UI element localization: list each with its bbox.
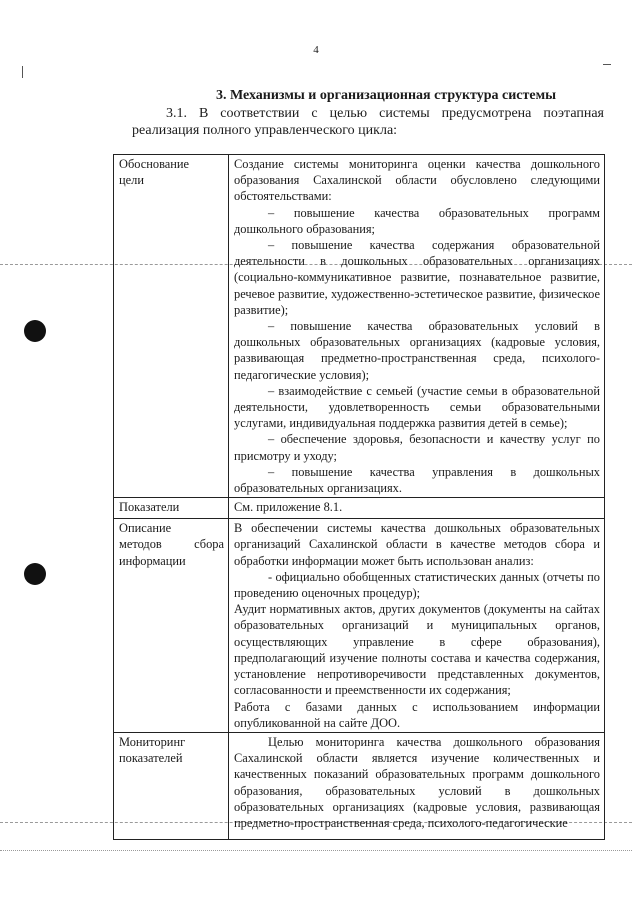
- cell-paragraph: Аудит нормативных актов, других документов (документы на сайтах образовательных организаций и муниципальных органов, осуществляющих управление в сфере образования), предполагающий изучение полноты состава и качества содержания, установление непротиворечивости представленных документов, согласованности и преемственности их содержания;: [234, 602, 600, 698]
- table-row: [114, 155, 605, 498]
- row-label: информации: [119, 553, 186, 568]
- row-label: Описание: [119, 521, 172, 536]
- cell-paragraph: Создание системы мониторинга оценки качества дошкольного образования Сахалинской области обусловлено следующими обстоятельствами:: [234, 157, 600, 204]
- cell-paragraph: См. приложение 8.1.: [234, 500, 343, 515]
- table-row: [114, 519, 605, 733]
- row-label-cell: [114, 519, 229, 733]
- row-content-cell: [229, 732, 605, 839]
- scan-artifact-mark: [603, 64, 611, 65]
- list-item: – взаимодействие с семьей (участие семьи в образовательной деятельности, удовлетворенность семьи образовательными услугами, индивидуальная поддержка развития детей в семье);: [234, 383, 600, 431]
- row-label: Показатели: [119, 500, 180, 515]
- cell-paragraph: В обеспечении системы качества дошкольных образовательных организаций Сахалинской области в качестве методов сбора и обработки информации может быть использован анализ:: [234, 521, 600, 568]
- row-label-cell: [114, 155, 229, 498]
- row-label-cell: [114, 498, 229, 519]
- cell-paragraph: Работа с базами данных с использованием информации опубликованной на сайте ДОО.: [234, 699, 600, 730]
- row-label: Мониторинг: [119, 734, 186, 749]
- row-label-cell: [114, 732, 229, 839]
- punch-hole: [24, 563, 46, 585]
- list-item: – повышение качества образовательных условий в дошкольных образовательных организациях (кадровые условия, развивающая предметно-пространственная среда, психолого-педагогические условия);: [234, 319, 600, 382]
- intro-paragraph-line: 3.1. В соответствии с целью системы предусмотрена поэтапная: [166, 106, 604, 121]
- section-title: 3. Механизмы и организационная структура системы: [216, 88, 557, 103]
- table-row: [114, 732, 605, 839]
- intro-paragraph-line: реализация полного управленческого цикла:: [132, 123, 398, 138]
- row-content-cell: [229, 498, 605, 519]
- list-item: – повышение качества управления в дошкольных образовательных организациях.: [234, 464, 600, 496]
- row-label: показателей: [119, 751, 183, 766]
- table-row: [114, 498, 605, 519]
- row-label: методов сбора: [119, 537, 224, 552]
- row-content-cell: [229, 155, 605, 498]
- scan-artifact-line: [0, 850, 632, 851]
- list-item: – повышение качества образовательных программ дошкольного образования;: [234, 205, 600, 236]
- page-number: 4: [313, 44, 319, 56]
- cell-paragraph: Целью мониторинга качества дошкольного образования Сахалинской области является изучение количественных и качественных показаний образовательных программ дошкольного образования, образовательных условий в дошкольных образовательных организациях (кадровые условия, развивающая предметно-пространственная среда, психолого-педагогические: [234, 734, 600, 830]
- punch-hole: [24, 320, 46, 342]
- list-item: – повышение качества содержания образовательной деятельности в дошкольных образовательных организациях (социально-коммуникативное развитие, познавательное развитие, речевое развитие, художественно-эстетическое развитие, физическое развитие);: [234, 238, 600, 317]
- row-content-cell: [229, 519, 605, 733]
- mechanisms-table: [113, 154, 605, 840]
- row-label: Обоснование: [119, 157, 190, 171]
- scan-artifact-mark: [22, 66, 23, 78]
- row-label: цели: [119, 173, 144, 188]
- list-item: – обеспечение здоровья, безопасности и качеству услуг по присмотру и уходу;: [234, 432, 600, 463]
- list-item: - официально обобщенных статистических данных (отчеты по проведению оценочных процедур);: [234, 569, 600, 601]
